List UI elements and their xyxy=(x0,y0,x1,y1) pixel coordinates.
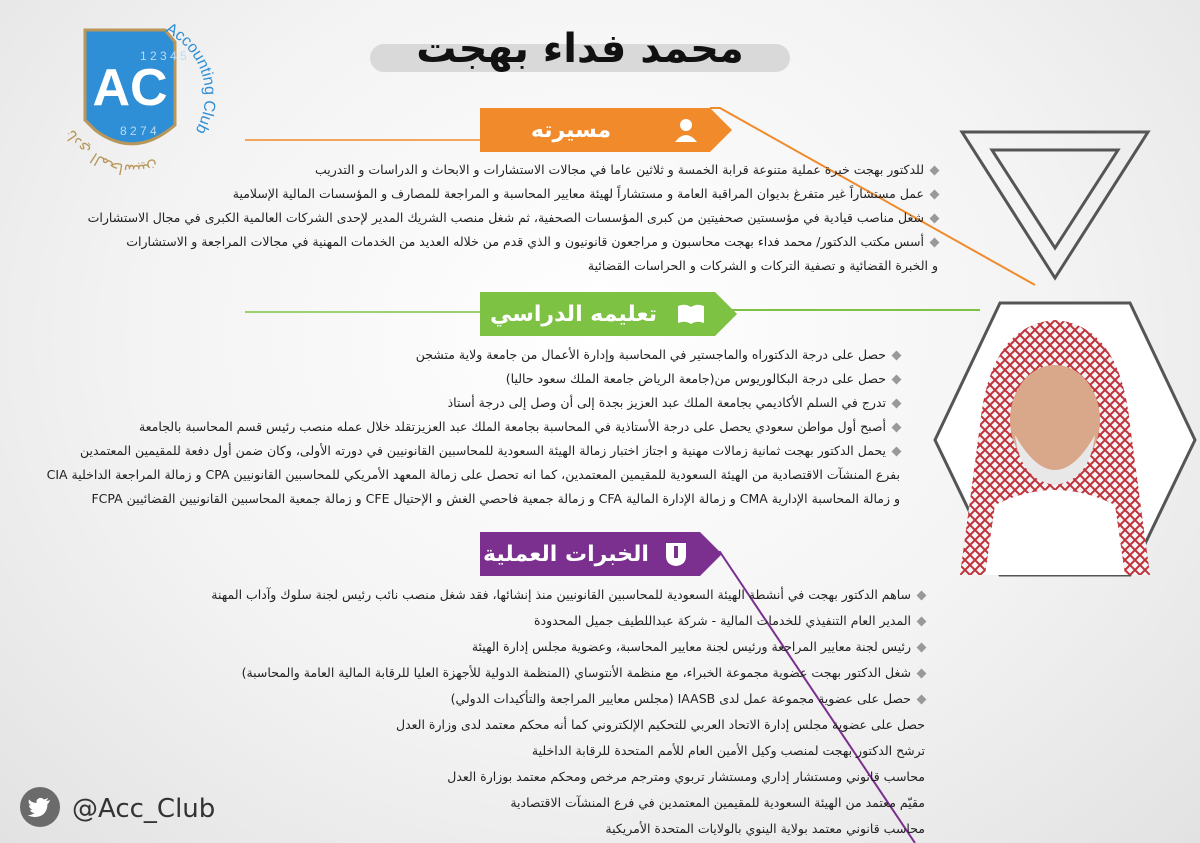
section-education-header xyxy=(480,292,715,336)
list-item-continuation: و الخبرة القضائية و تصفية التركات و الشركات و الحراسات القضائية xyxy=(587,258,938,273)
logo-letters: AC xyxy=(92,59,168,117)
list-item-plain: ترشح الدكتور بهجت لمنصب وكيل الأمين العام للأمم المتحدة للرقابة الداخلية xyxy=(531,743,925,758)
list-item: شغل الدكتور بهجت عضوية مجموعة الخبراء، مع منظمة الأنتوساي (المنظمة الدولية للأجهزة العليا للرقابة المالية العامة والمحاسبة) xyxy=(45,660,925,686)
list-item: للدكتور بهجت خبرة عملية متنوعة قرابة الخمسة و ثلاثين عاما في مجالات الاستشارات و الابحاث و الدراسات و التدريب xyxy=(158,158,938,182)
open-book-icon xyxy=(667,292,715,336)
list-item: شغل مناصب قيادية في مؤسستين صحفيتين من كبرى المؤسسات الصحفية، ثم شغل منصب الشريك المدير لإحدى الشركات العالمية الكبرى في مجال الاستشارات xyxy=(158,206,938,230)
section-education-title: تعليمه الدراسي xyxy=(490,301,657,327)
list-item: حصل على درجة الدكتوراه والماجستير في المحاسبة وإدارة الأعمال من جامعة ولاية متشجن xyxy=(20,343,900,367)
list-item-plain: محاسب قانوني ومستشار إداري ومستشار تربوي ومترجم مرخص ومحكم معتمد بوزارة العدل xyxy=(447,769,925,784)
section-career-header xyxy=(480,108,710,152)
career-list xyxy=(87,158,938,278)
badge-icon xyxy=(652,532,700,576)
education-list xyxy=(20,343,900,511)
triangle-outline xyxy=(962,132,1148,278)
twitter-bird-icon[interactable] xyxy=(20,787,60,827)
list-item: حصل على درجة البكالوريوس من(جامعة الرياض جامعة الملك سعود حاليا) xyxy=(20,367,900,391)
list-item: ساهم الدكتور بهجت في أنشطة الهيئة السعودية للمحاسبين القانونيين منذ إنشائها، فقد شغل منصب نائب رئيس لجنة سلوك وآداب المهنة xyxy=(45,582,925,608)
list-item-plain: مقيّم معتمد من الهيئة السعودية للمقيمين المعتمدين في فرع المنشآت الاقتصادية xyxy=(510,795,925,810)
list-item: تدرج في السلم الأكاديمي بجامعة الملك عبد العزيز بجدة إلى أن وصل إلى درجة أستاذ xyxy=(20,391,900,415)
list-item: أصبح أول مواطن سعودي يحصل على درجة الأستاذية في المحاسبة بجامعة الملك عبد العزيزتقلد خلال عمله منصب رئيس قسم المحاسبة بالجامعة xyxy=(20,415,900,439)
list-item-continuation: و زمالة المحاسبة الإدارية CMA و زمالة الإدارة المالية CFA و زمالة جمعية فاحصي الغش و الإحتيال CFE و زمالة جمعية المحاسبين القانونيين القضائيين FCPA xyxy=(91,491,900,506)
twitter-handle[interactable]: @Acc_Club xyxy=(72,794,216,824)
list-item-continuation: بفرع المنشآت الاقتصادية من الهيئة السعودية للمقيمين المعتمدين، كما انه تحصل على زمالة المعهد الأمريكي للمحاسبين القانونيين CPA و زمالة المراجعة الداخلية CIA xyxy=(46,467,900,482)
list-item: المدير العام التنفيذي للخدمات المالية - شركة عبداللطيف جميل المحدودة xyxy=(45,608,925,634)
portrait-photo xyxy=(950,305,1160,575)
section-experience-title: الخبرات العملية xyxy=(483,541,649,567)
section-career-arrow xyxy=(710,108,732,152)
section-career-title: مسيرته xyxy=(530,117,612,143)
list-item: يحمل الدكتور بهجت ثمانية زمالات مهنية و اجتاز اختبار زمالة الهيئة السعودية للمحاسبين القانونيين في دورته الأولى، وكان ضمن أول دفعة للمقيمين المعتمدين xyxy=(20,439,900,463)
list-item: رئيس لجنة معايير المراجعة ورئيس لجنة معايير المحاسبة، وعضوية مجلس إدارة الهيئة xyxy=(45,634,925,660)
logo-ring-text: Accounting Club xyxy=(162,20,219,137)
list-item-plain: حصل على عضوية مجلس إدارة الاتحاد العربي للتحكيم الإلكتروني كما أنه محكم معتمد لدى وزارة العدل xyxy=(395,717,925,732)
section-experience-arrow xyxy=(700,532,722,576)
section-experience-header xyxy=(480,532,700,576)
list-item-plain: محاسب قانوني معتمد بولاية الينوي بالولايات المتحدة الأمريكية xyxy=(605,821,925,836)
logo-ring-text-ar: نادي المحاسبين xyxy=(61,126,160,180)
svg-text:1 2 3 4 5: 1 2 3 4 5 xyxy=(140,49,187,63)
list-item: حصل على عضوية مجموعة عمل لدى IAASB (مجلس معايير المراجعة والتأكيدات الدولي) xyxy=(45,686,925,712)
person-icon xyxy=(662,108,710,152)
section-education-arrow xyxy=(715,292,737,336)
svg-text:8 2 7 4: 8 2 7 4 xyxy=(120,124,157,138)
person-name: محمد فداء بهجت xyxy=(416,26,744,72)
list-item: أسس مكتب الدكتور/ محمد فداء بهجت محاسبون و مراجعون قانونيون و الذي قدم من خلاله العديد من الخدمات المهنية في مجالات المراجعة و الاستشارات xyxy=(158,230,938,254)
list-item: عمل مستشاراً غير متفرغ بديوان المراقبة العامة و مستشاراً لهيئة معايير المحاسبة و المراجعة للمصارف و المؤسسات المالية الإسلامية xyxy=(158,182,938,206)
